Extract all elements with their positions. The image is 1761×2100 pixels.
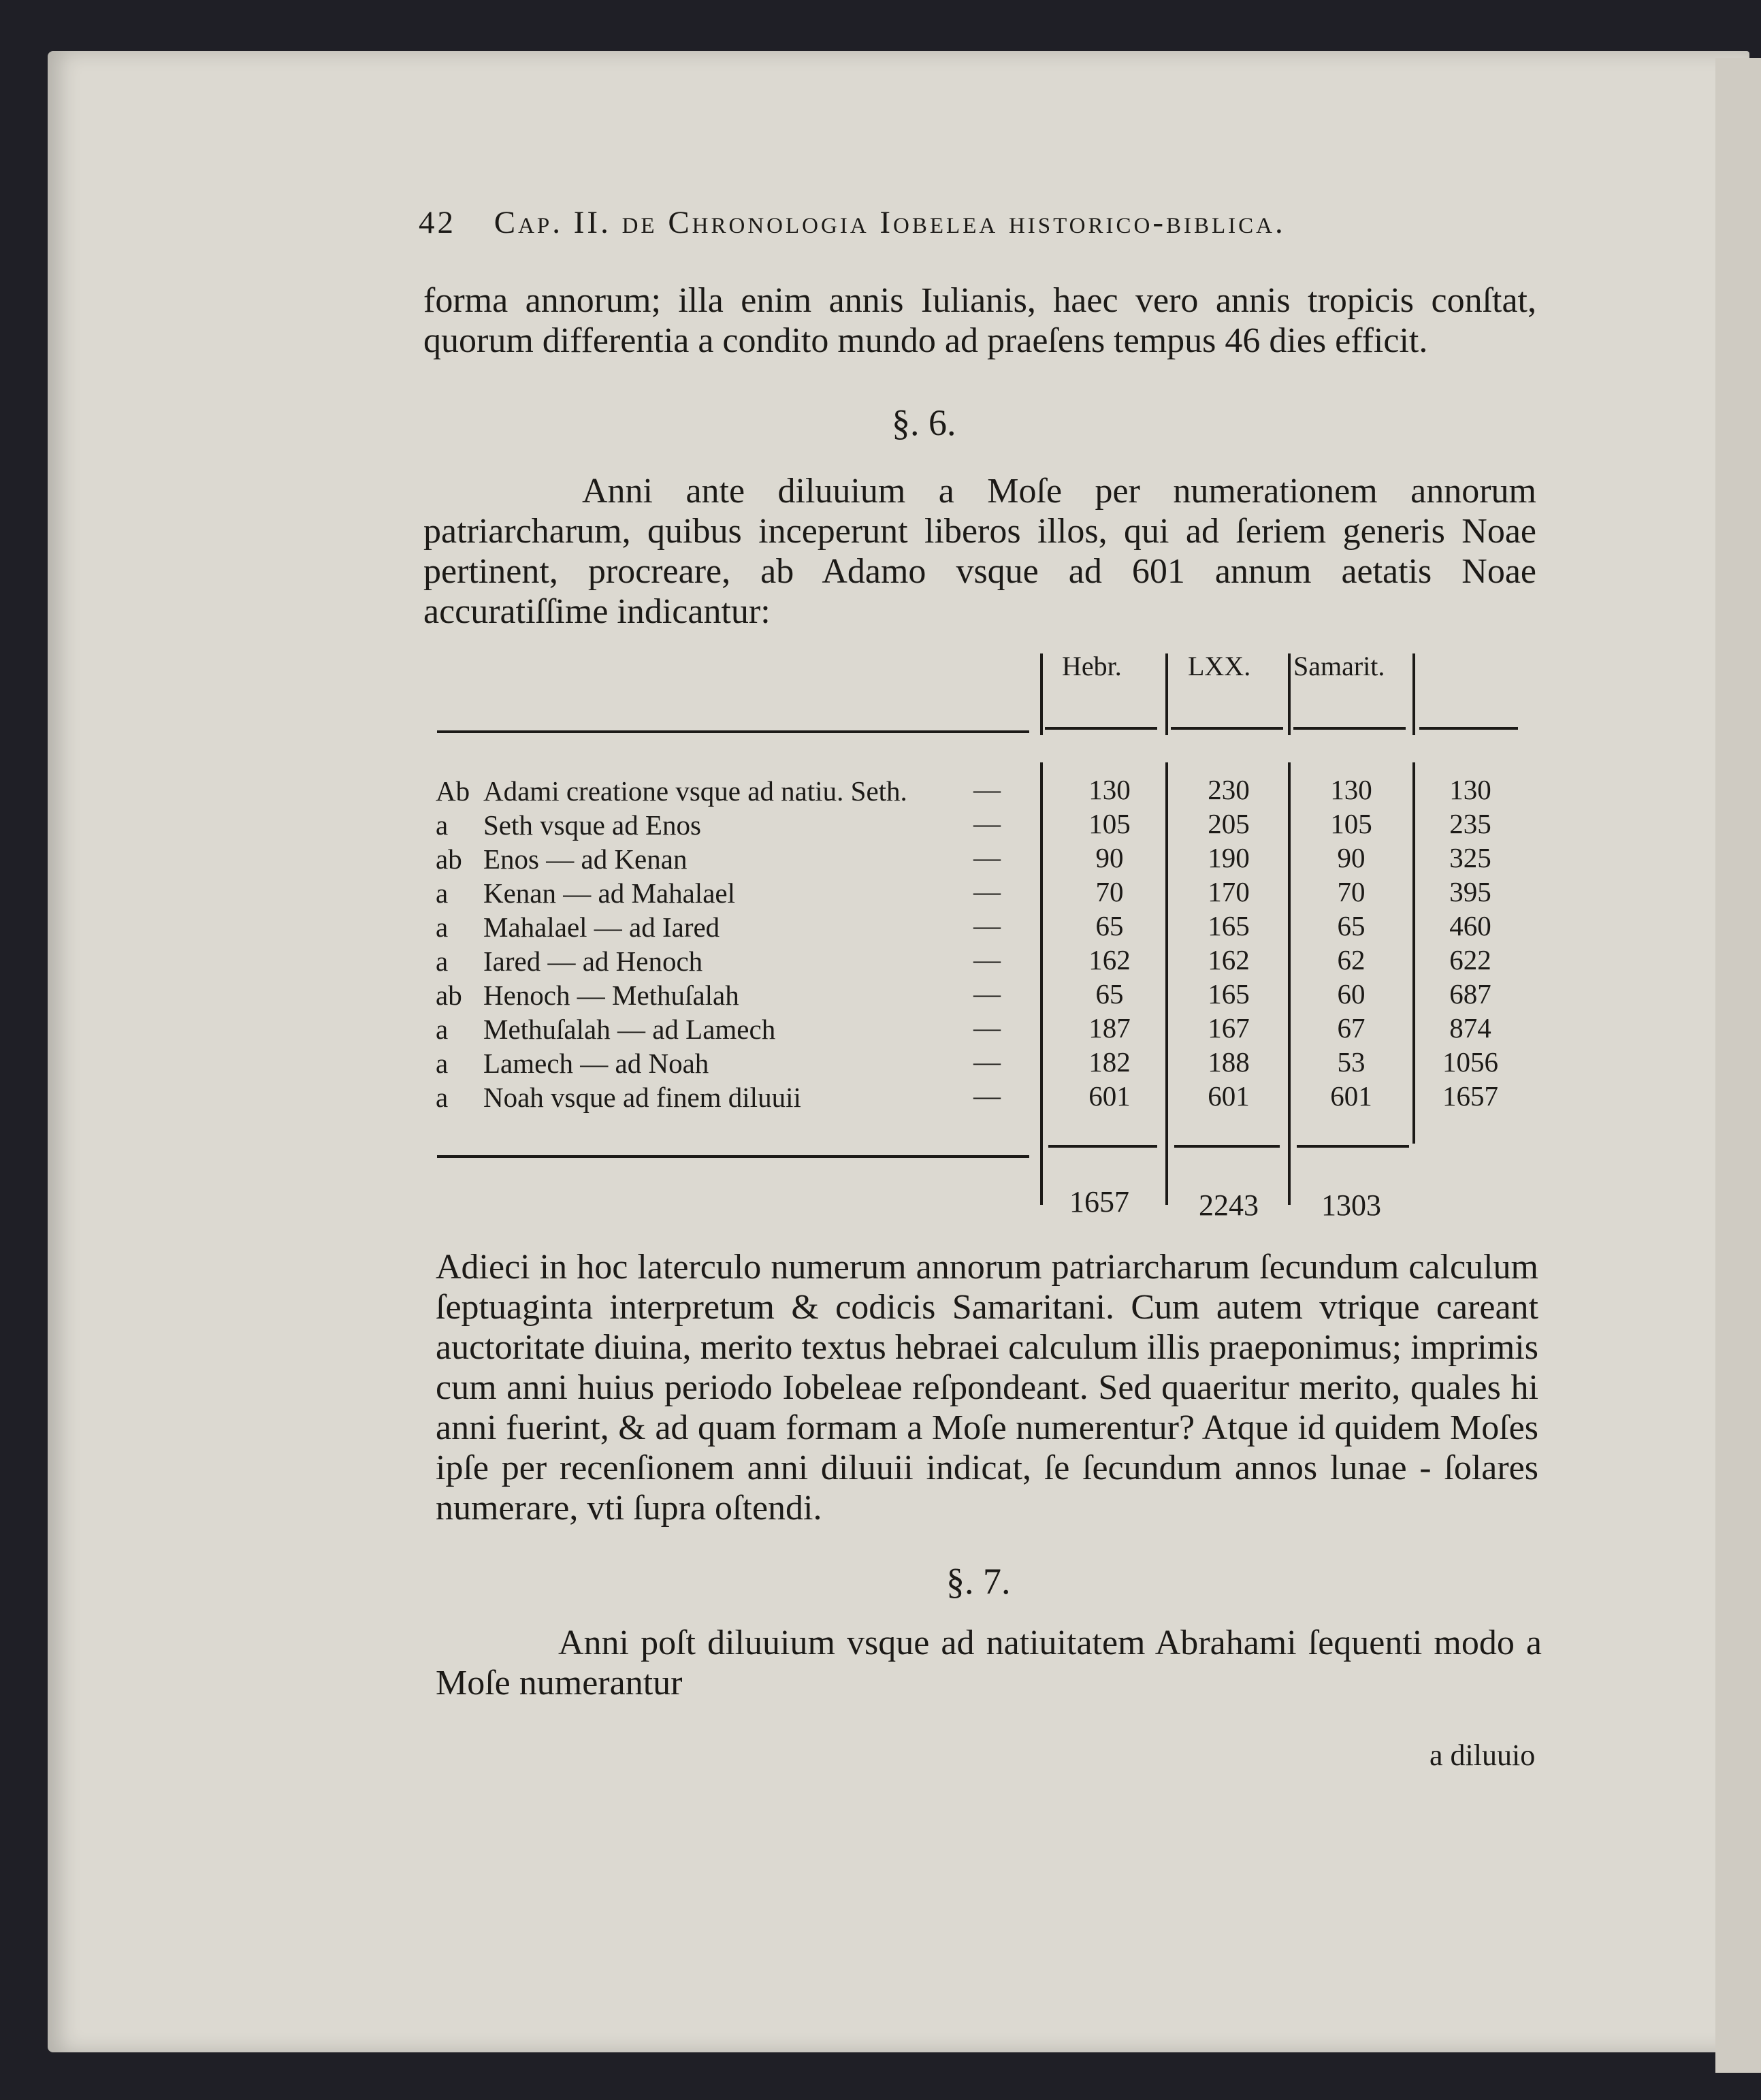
header-samarit: Samarit. <box>1293 651 1385 681</box>
running-head <box>419 204 1542 241</box>
cell-hebr: 65 <box>1095 978 1124 1009</box>
cell-lxx: 165 <box>1208 978 1250 1009</box>
cell-lxx: 188 <box>1208 1046 1250 1078</box>
catchword: a diluuio <box>1429 1739 1536 1772</box>
cell-hebr: 162 <box>1088 944 1131 975</box>
cell-hebr: 130 <box>1088 774 1131 805</box>
header-hebr: Hebr. <box>1062 651 1122 681</box>
cell-hebr: 601 <box>1088 1080 1131 1112</box>
cell-lxx: 601 <box>1208 1080 1250 1112</box>
section-heading-6: §. 6. <box>892 402 956 443</box>
cell-lxx: 205 <box>1208 808 1250 839</box>
paragraph-2 <box>423 471 1536 632</box>
cell-lxx: 190 <box>1208 842 1250 873</box>
cell-lxx: 170 <box>1208 876 1250 907</box>
table-row-label: a Noah vsque ad finem diluuii <box>436 1082 801 1113</box>
total-lxx: 2243 <box>1199 1189 1259 1222</box>
cell-sam: 70 <box>1337 876 1366 907</box>
table-row-label: a Lamech — ad Noah <box>436 1048 709 1079</box>
cell-lxx: 162 <box>1208 944 1250 975</box>
table-row-label: a Mahalael — ad Iared <box>436 911 720 943</box>
cell-cumulative: 460 <box>1449 910 1491 941</box>
table-row-label: a Methuſalah — ad Lamech <box>436 1014 776 1045</box>
cell-cumulative: 622 <box>1449 944 1491 975</box>
cell-sam: 62 <box>1337 944 1366 975</box>
cell-cumulative: 235 <box>1449 808 1491 839</box>
paragraph-2-text: Anni ante diluuium a Moſe per numerationem annorum patriarcharum, quibus inceperunt liberos illos, qui ad ſeriem generis Noae pertinent, procreare, ab Adamo vsque ad 601 annum aetatis Noae accuratiſſime indicantur: <box>423 472 1536 631</box>
total-hebr: 1657 <box>1069 1185 1129 1218</box>
total-sam: 1303 <box>1321 1189 1381 1222</box>
cell-cumulative: 395 <box>1449 876 1491 907</box>
cell-cumulative: 130 <box>1449 774 1491 805</box>
cell-lxx: 167 <box>1208 1012 1250 1044</box>
cell-sam: 53 <box>1337 1046 1366 1078</box>
row-dash: — <box>973 808 1001 839</box>
row-dash: — <box>973 910 1001 941</box>
cell-hebr: 105 <box>1088 808 1131 839</box>
cell-cumulative: 325 <box>1449 842 1491 873</box>
row-dash: — <box>973 978 1001 1009</box>
cell-cumulative: 1657 <box>1442 1080 1498 1112</box>
cell-sam: 90 <box>1337 842 1366 873</box>
paragraph-4 <box>436 1623 1542 1703</box>
cell-cumulative: 1056 <box>1442 1046 1498 1078</box>
row-dash: — <box>973 1046 1001 1077</box>
cell-cumulative: 687 <box>1449 978 1491 1009</box>
cell-sam: 65 <box>1337 910 1366 941</box>
cell-sam: 601 <box>1330 1080 1372 1112</box>
cell-sam: 130 <box>1330 774 1372 805</box>
cell-hebr: 187 <box>1088 1012 1131 1044</box>
paragraph-1: forma annorum; illa enim annis Iulianis, haec vero annis tropicis conſtat, quorum differentia a condito mundo ad praeſens tempus 46 dies efficit. <box>423 281 1536 360</box>
cell-sam: 60 <box>1337 978 1366 1009</box>
row-dash: — <box>973 944 1001 975</box>
row-dash: — <box>973 876 1001 907</box>
running-title: Cap. II. de Chronologia Iobelea historico-biblica. <box>494 205 1286 240</box>
cell-hebr: 182 <box>1088 1046 1131 1078</box>
table-row-label: a Iared — ad Henoch <box>436 946 703 977</box>
cell-lxx: 230 <box>1208 774 1250 805</box>
cell-hebr: 90 <box>1095 842 1124 873</box>
cell-lxx: 165 <box>1208 910 1250 941</box>
table-row-label: Ab Adami creatione vsque ad natiu. Seth. <box>436 775 907 807</box>
cell-cumulative: 874 <box>1449 1012 1491 1044</box>
next-page-edge <box>1715 58 1761 2073</box>
table-row-label: a Kenan — ad Mahalael <box>436 877 735 909</box>
row-dash: — <box>973 1080 1001 1111</box>
table-row-label: ab Enos — ad Kenan <box>436 843 688 875</box>
cell-hebr: 65 <box>1095 910 1124 941</box>
cell-sam: 67 <box>1337 1012 1366 1044</box>
cell-sam: 105 <box>1330 808 1372 839</box>
table-row-label: ab Henoch — Methuſalah <box>436 980 739 1011</box>
row-dash: — <box>973 842 1001 873</box>
paragraph-4-text: Anni poſt diluuium vsque ad natiuitatem Abrahami ſequenti modo a Moſe numerantur <box>436 1624 1542 1702</box>
table-row-label: a Seth vsque ad Enos <box>436 809 701 841</box>
page-number: 42 <box>419 205 456 240</box>
row-dash: — <box>973 774 1001 805</box>
cell-hebr: 70 <box>1095 876 1124 907</box>
row-dash: — <box>973 1012 1001 1043</box>
paragraph-3: Adieci in hoc laterculo numerum annorum patriarcharum ſecundum calculum ſeptuaginta interpretum & codicis Samaritani. Cum autem vtrique careant auctoritate diuina, merito textus hebraei calculum illis praeponimus; imprimis cum anni huius periodo Iobeleae reſpondeant. Sed quaeritur merito, quales hi anni fuerint, & ad quam formam a Moſe numerentur? Atque id quidem Moſes ipſe per recenſionem anni diluuii indicat, ſe ſecundum annos lunae - ſolares numerare, vti ſupra oſtendi. <box>436 1248 1538 1528</box>
header-lxx: LXX. <box>1188 651 1251 681</box>
section-heading-7: §. 7. <box>946 1561 1011 1602</box>
